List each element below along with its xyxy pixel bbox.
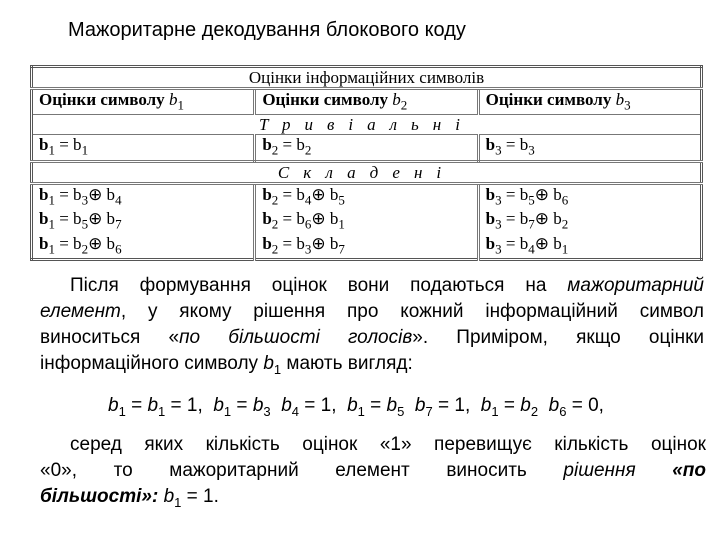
complex-b3-row3: $b_3$ = $b_4\oplus$ $b_1$	[485, 233, 569, 256]
paragraph-2-line2: «0», то мажоритарний елемент виносить рішення «по	[40, 460, 706, 481]
estimates-table	[30, 65, 703, 261]
estimates-table-container	[30, 65, 703, 261]
col-header-b3: Оцінки символу $b_3$	[478, 89, 701, 115]
complex-b3-cell	[478, 183, 701, 259]
paragraph-1-line3: виноситься «по більшості голосів». Приміром, якщо оцінки	[40, 327, 705, 348]
paragraph-2-line3: більшості»: $b_1 = 1$.	[40, 486, 219, 510]
paragraph-1-line4: інформаційного символу $b_1$ мають вигляд:	[40, 353, 413, 377]
complex-b3-row2: $b_3$ = $b_7\oplus$ $b_2$	[485, 209, 569, 232]
complex-b1-row1: $b_1$ = $b_3\oplus$ $b_4$	[39, 184, 122, 208]
paragraph-2	[40, 432, 706, 516]
complex-b3-row1: $b_3$ = $b_5\oplus$ $b_6$	[485, 184, 569, 208]
complex-b1-cell	[32, 183, 255, 259]
page-heading: Мажоритарне декодування блокового коду	[68, 19, 466, 41]
trivial-b1: $b_1 = b_1$	[32, 135, 255, 161]
complex-b2-cell	[255, 183, 478, 259]
complex-b2-row1: $b_2$ = $b_4\oplus$ $b_5$	[262, 184, 345, 208]
section-complex: Складені	[32, 161, 702, 183]
col-header-b2: Оцінки символу $b_2$	[255, 89, 478, 115]
paragraph-2-line1: серед яких кількість оцінок «1» перевищує кількість оцінок	[70, 434, 706, 455]
complex-b2-row3: $b_2$ = $b_3\oplus$ $b_7$	[262, 233, 345, 256]
table-title: Оцінки інформаційних символів	[32, 67, 702, 89]
trivial-b2: $b_2 = b_2$	[255, 135, 478, 161]
complex-b1-row2: $b_1$ = $b_5\oplus$ $b_7$	[39, 209, 122, 232]
section-trivial: Тривіальні	[32, 115, 702, 135]
paragraph-1	[40, 273, 704, 383]
complex-b2-row2: $b_2$ = $b_6\oplus$ $b_1$	[262, 209, 345, 232]
paragraph-1-line1: Після формування оцінок вони подаються на мажоритарний	[70, 275, 704, 296]
formula-line: $b_1 = b_1 = 1$, $b_1 = b_3$ $b_4 = 1$, $b_1 = b_5$ $b_7 = 1$, $b_1 = b_2$ $b_6 = 0$,	[108, 395, 604, 419]
paragraph-1-line2: елемент, у якому рішення про кожний інформаційний символ	[40, 301, 704, 322]
trivial-b3: $b_3 = b_3$	[478, 135, 701, 161]
complex-b1-row3: $b_1$ = $b_2\oplus$ $b_6$	[39, 233, 122, 256]
col-header-b1: Оцінки символу $b_1$	[32, 89, 255, 115]
